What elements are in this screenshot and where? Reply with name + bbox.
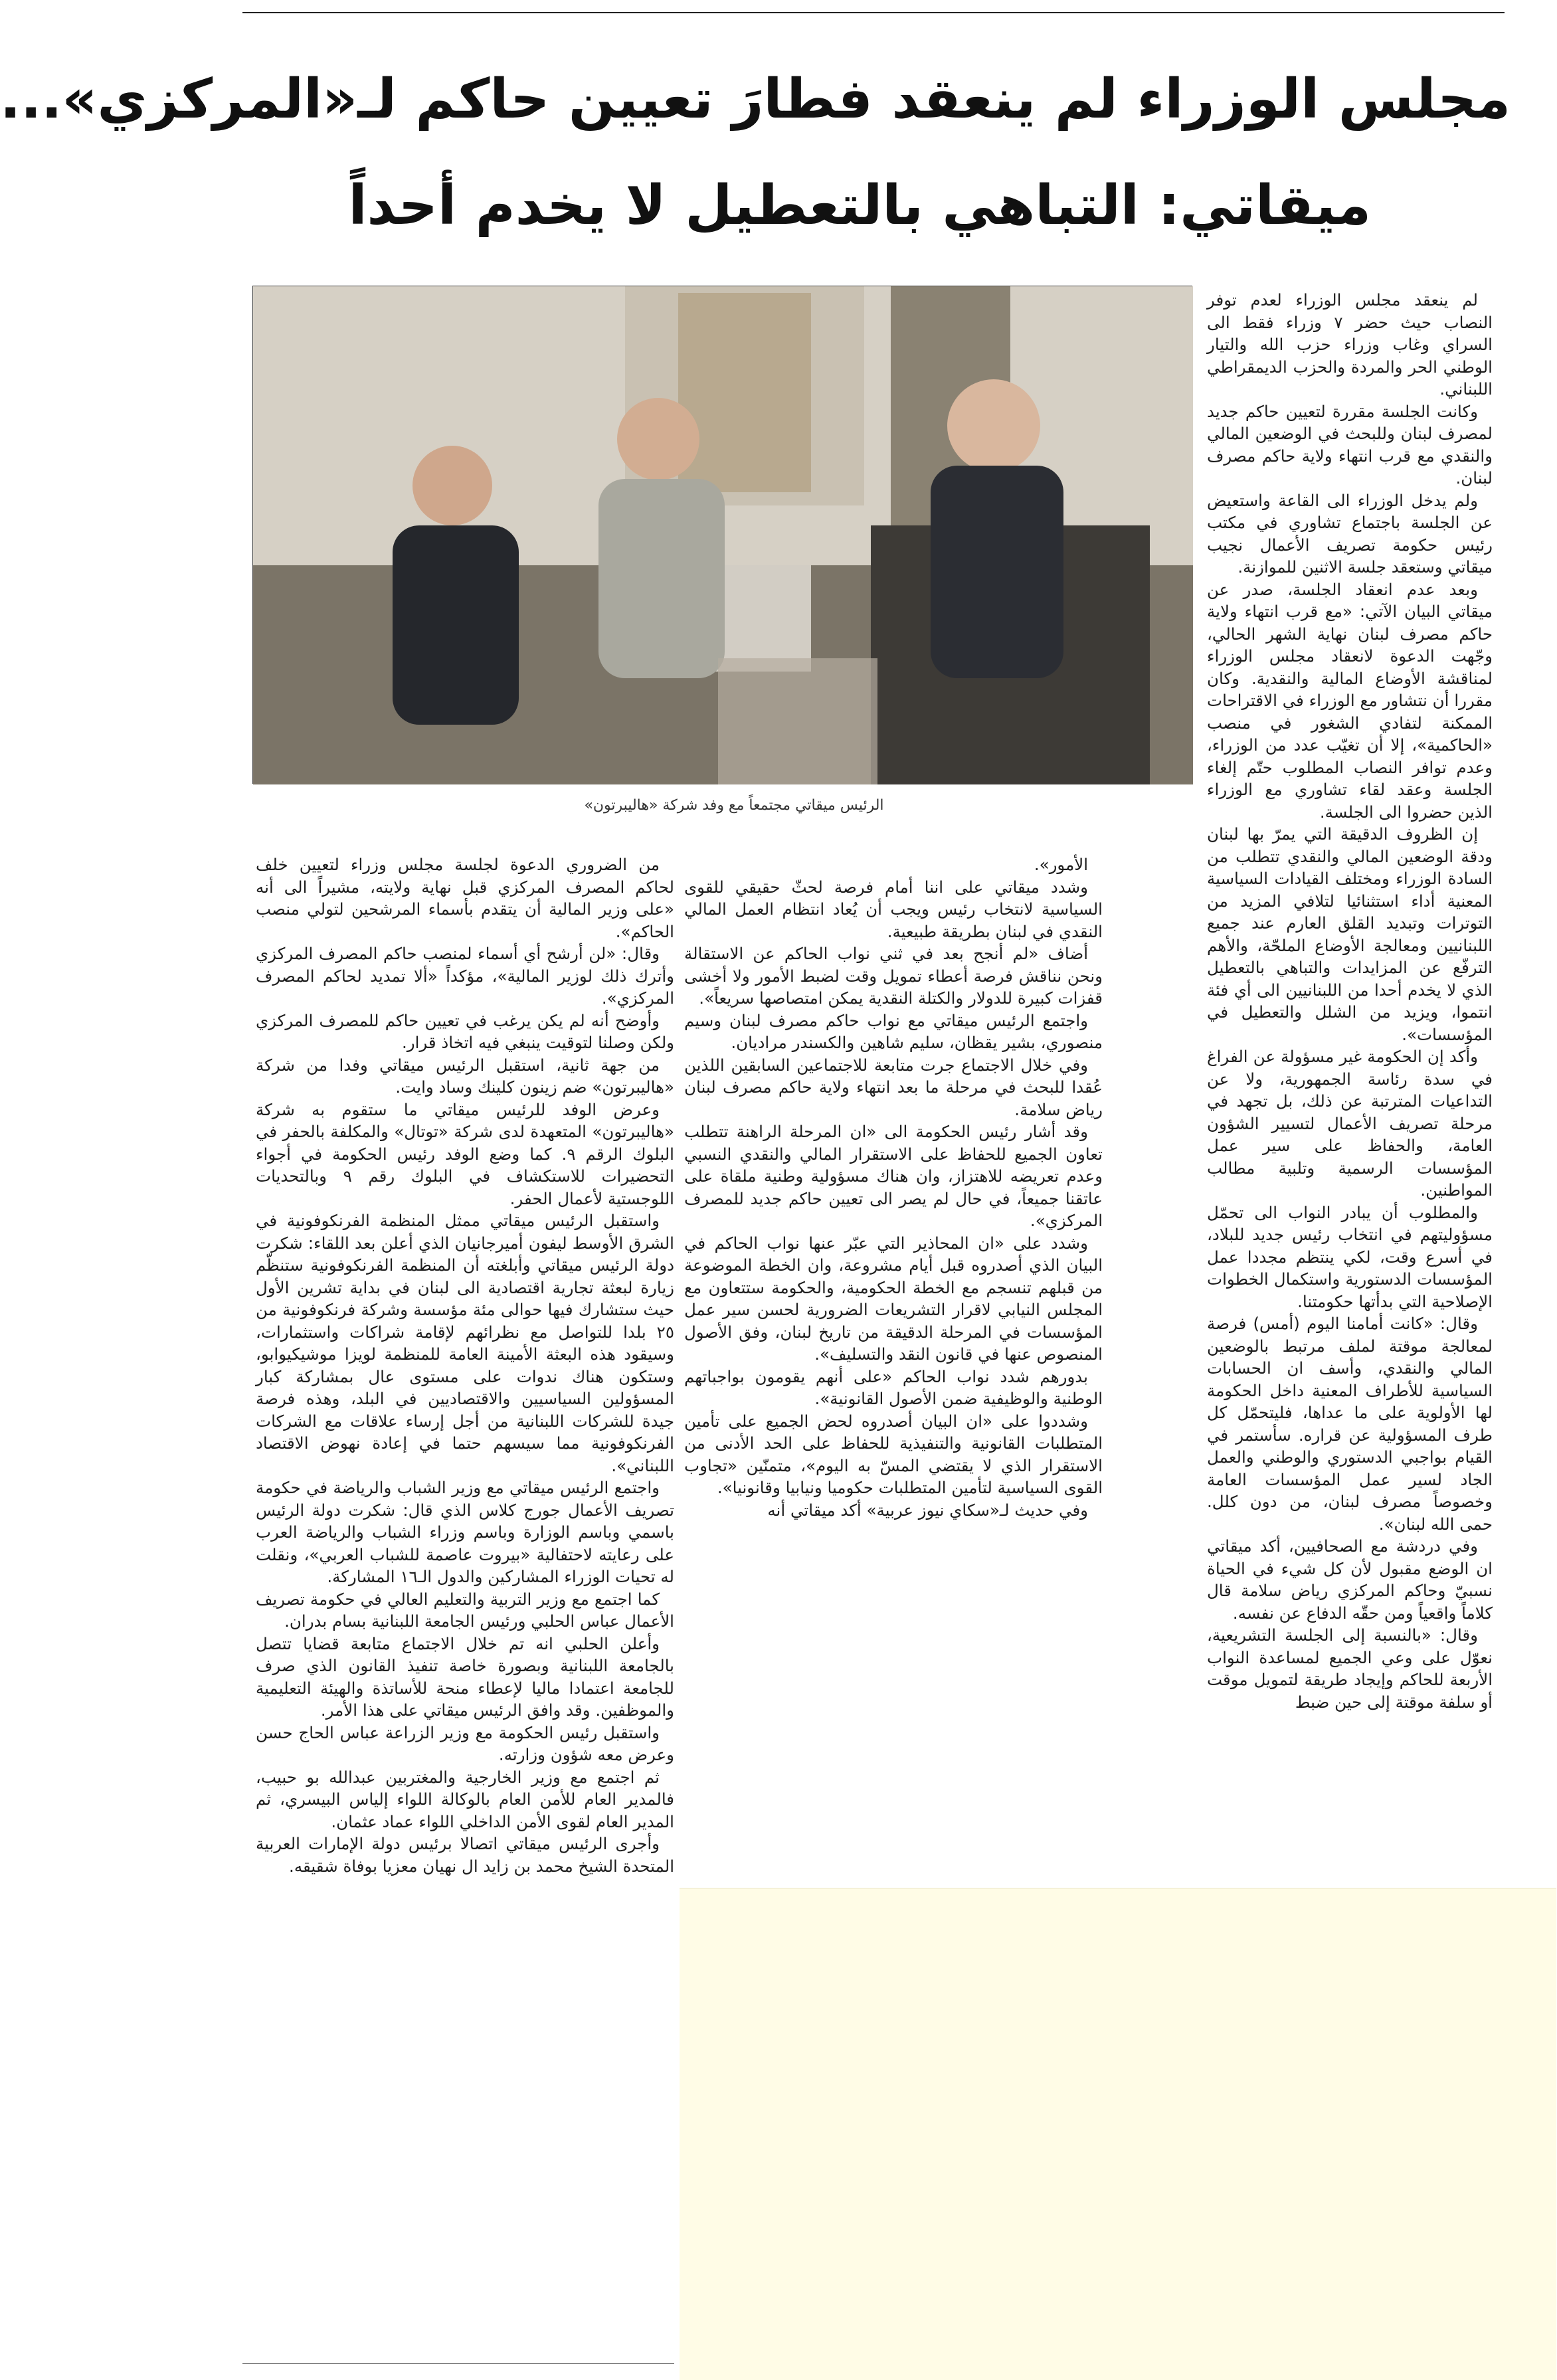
photo-illustration — [253, 286, 1193, 784]
paragraph: وأوضح أنه لم يكن يرغب في تعيين حاكم للمصرف المركزي ولكن وصلنا لتوقيت ينبغي فيه اتخاذ قرار. — [256, 1010, 674, 1052]
paragraph: أضاف «لم أنجح بعد في ثني نواب الحاكم عن الاستقالة ونحن نناقش فرصة أعطاء تمويل وقت لضبط الأمور ولا أخشى قفزات كبيرة للدولار والكتلة النقدية يمكن امتصاصها سريعاً». — [684, 944, 1103, 1008]
paragraph: وأكد إن الحكومة غير مسؤولة عن الفراغ في سدة رئاسة الجمهورية، ولا عن التداعيات المترتبة عن ذلك، بل تجهد في مرحلة تصريف الأعمال لتسيير الشؤون العامة، والحفاظ على سير عمل المؤسسات الرسمية وتلبية مطالب المواطنين. — [1207, 1047, 1493, 1200]
paragraph: وقال: «كانت أمامنا اليوم (أمس) فرصة لمعالجة موقتة لملف مرتبط بالوضعين المالي والنقدي، وأسف ان الحسابات السياسية للأطراف المعنية داخل الحكومة لها الأولوية على ما عداها، فليتحمّل كل طرف المسؤولية عن قراره. سأستمر في القيام بواجبي الدستوري والوطني والعمل الجاد لسير عمل المؤسسات العامة وخصوصاً مصرف لبنان، من دون كلل. حمى الله لبنان». — [1207, 1314, 1493, 1534]
paragraph: لم ينعقد مجلس الوزراء لعدم توفر النصاب حيث حضر ٧ وزراء فقط الى السراي وغاب وزراء حزب الله والتيار الوطني الحر والمردة والحزب الديمقراطي اللبناني. — [1207, 290, 1493, 399]
paragraph: وقال: «لن أرشح أي أسماء لمنصب حاكم المصرف المركزي وأترك ذلك لوزير المالية»، مؤكداً «ألا تمديد لحاكم المصرف المركزي». — [256, 944, 674, 1008]
paragraph: واستقبل الرئيس ميقاتي ممثل المنظمة الفرنكوفونية في الشرق الأوسط ليفون أميرجانيان الذي أعلن بعد اللقاء: شكرت دولة الرئيس ميقاتي وأبلغته أن المنظمة الفرنكوفونية ستنظّم زيارة لبعثة تجارية اقتصادية الى لبنان في بداية تشرين الأول حيث ستشارك فيها حوالى مئة مؤسسة وشركة فرنكوفونية من ٢٥ بلدا للتواصل مع نظرائهم لإقامة شراكات واستثمارات، وسيقود هذه البعثة الأمينة العامة للمنظمة لويزا موشيكيوابو، وستكون هناك ندوات على مستوى عال بمشاركة كبار المسؤولين السياسيين والاقتصاديين في البلد، وهذه فرصة جيدة للشركات اللبنانية من أجل إرساء علاقات مع الشركات الفرنكوفونية مما سيسهم حتما في إعادة نهوض الاقتصاد اللبناني». — [256, 1211, 674, 1475]
paragraph: إن الظروف الدقيقة التي يمرّ بها لبنان ودقة الوضعين المالي والنقدي تتطلب من السادة الوزراء ومختلف القيادات السياسية المعنية أداء استثنائيا لتلافي المزيد من التوترات وتبديد القلق العارم عند جميع اللبنانيين ومعالجة الأوضاع الملحّة، والأهم الترفّع عن المزايدات والتباهي بالتعطيل الذي لا يخدم أحدا من اللبنانيين الى أي فئة انتموا، ويزيد من الشلل والتعطيل في المؤسسات». — [1207, 824, 1493, 1044]
paragraph: وقد أشار رئيس الحكومة الى «ان المرحلة الراهنة تتطلب تعاون الجميع للحفاظ على الاستقرار المالي والنقدي النسبي وعدم تعريضه للاهتزاز، وان هناك مسؤولية وطنية ملقاة على عاتقنا جميعاً، في حال لم يصر الى تعيين حاكم جديد للمصرف المركزي». — [684, 1122, 1103, 1230]
headline-line-2: ميقاتي: التباهي بالتعطيل لا يخدم أحداً — [348, 174, 1371, 237]
paragraph: واجتمع الرئيس ميقاتي مع وزير الشباب والرياضة في حكومة تصريف الأعمال جورج كلاس الذي قال: شكرت دولة الرئيس باسمي وباسم الوزارة وباسم وزراء الشباب والرياضة العرب على رعايته لاحتفالية «بيروت عاصمة للشباب العربي»، ونقلت له تحيات الوزراء المشاركين والدول الـ١٦ المشاركة. — [256, 1478, 674, 1586]
paragraph: واستقبل رئيس الحكومة مع وزير الزراعة عباس الحاج حسن وعرض معه شؤون وزارته. — [256, 1722, 674, 1764]
top-rule — [242, 12, 1505, 13]
paragraph: ولم يدخل الوزراء الى القاعة واستعيض عن الجلسة باجتماع تشاوري في مكتب رئيس حكومة تصريف الأعمال نجيب ميقاتي وستعقد جلسة الاثنين للموازنة. — [1207, 490, 1493, 577]
photo-caption: الرئيس ميقاتي مجتمعاً مع وفد شركة «هاليبرتون» — [584, 797, 884, 814]
paragraph: وشدد ميقاتي على اننا أمام فرصة لحثّ حقيقي للقوى السياسية لانتخاب رئيس ويجب أن يُعاد انتظام العمل المالي النقدي في لبنان بطريقة طبيعية. — [684, 877, 1103, 941]
paragraph: وفي دردشة مع الصحافيين، أكد ميقاتي ان الوضع مقبول لأن كل شيء في الحياة نسبيّ وحاكم المركزي رياض سلامة قال كلاماً واقعياً ومن حقّه الدفاع عن نفسه. — [1207, 1536, 1493, 1623]
article-column-left — [256, 854, 674, 2361]
paragraph: والمطلوب أن يبادر النواب الى تحمّل مسؤوليتهم في انتخاب رئيس جديد للبلاد، في أسرع وقت، لكي ينتظم مجددا عمل المؤسسات الدستورية واستكمال الخطوات الإصلاحية التي بدأتها حكومتنا. — [1207, 1202, 1493, 1311]
paragraph: بدورهم شدد نواب الحاكم «على أنهم يقومون بواجباتهم الوطنية والوظيفية ضمن الأصول القانونية». — [684, 1366, 1103, 1408]
paragraph: وعرض الوفد للرئيس ميقاتي ما ستقوم به شركة «هاليبرتون» المتعهدة لدى شركة «توتال» والمكلفة بالحفر في البلوك الرقم ٩. كما وضع الوفد رئيس الحكومة في أجواء التحضيرات للاستكشاف في البلوك رقم ٩ وبالتحديات اللوجستية لأعمال الحفر. — [256, 1099, 674, 1208]
ad-space — [680, 1888, 1556, 2380]
paragraph: الأمور». — [1034, 855, 1088, 874]
article-photo — [252, 286, 1192, 784]
paragraph: وبعد عدم انعقاد الجلسة، صدر عن ميقاتي البيان الآتي: «مع قرب انتهاء ولاية حاكم مصرف لبنان نهاية الشهر الحالي، وجّهت الدعوة لانعقاد مجلس الوزراء لمناقشة الأوضاع المالية والنقدية. وكان مقررا أن نتشاور مع الوزراء في الاقتراحات الممكنة لتفادي الشغور في منصب «الحاكمية»، إلا أن تغيّب عدد من الوزراء، وعدم توافر النصاب المطلوب حتّم إلغاء الجلسة وعقد لقاء تشاوري مع الوزراء الذين حضروا الى الجلسة. — [1207, 579, 1493, 822]
paragraph: وشددوا على «ان البيان أصدروه لحض الجميع على تأمين المتطلبات القانونية والتنفيذية للحفاظ على الحد الأدنى من الاستقرار الذي لا يقتضي المسّ به اليوم»، متمنّين «تجاوب القوى السياسية لتأمين المتطلبات حكوميا ونيابيا وقانونيا». — [684, 1411, 1103, 1497]
paragraph: وفي حديث لـ«سكاي نيوز عربية» أكد ميقاتي أنه — [767, 1500, 1088, 1520]
paragraph: من الضروري الدعوة لجلسة مجلس وزراء لتعيين خلف لحاكم المصرف المركزي قبل نهاية ولايته، مشيراً الى أنه «على وزير المالية أن يتقدم بأسماء المرشحين لتولي منصب الحاكم». — [256, 855, 674, 941]
paragraph: وشدد على «ان المحاذير التي عبّر عنها نواب الحاكم في البيان الذي أصدروه قبل أيام مشروعة، وان الخطة الموضوعة من قبلهم تنسجم مع الخطة الحكومية، والحكومة ستتعاون مع المجلس النيابي لاقرار التشريعات الضرورية لحسن سير عمل المؤسسات في المرحلة الدقيقة من تاريخ لبنان، وفق الأصول المنصوص عنها في قانون النقد والتسليف». — [684, 1233, 1103, 1364]
paragraph: وأجرى الرئيس ميقاتي اتصالا برئيس دولة الإمارات العربية المتحدة الشيخ محمد بن زايد ال نهيان معزيا بوفاة شقيقه. — [256, 1834, 674, 1876]
paragraph: وقال: «بالنسبة إلى الجلسة التشريعية، نعوّل على وعي الجميع لمساعدة النواب الأربعة للحاكم وإيجاد طريقة لتمويل موقت أو سلفة موقتة إلى حين ضبط — [1207, 1625, 1493, 1712]
paragraph: وفي خلال الاجتماع جرت متابعة للاجتماعين السابقين اللذين عُقدا للبحث في مرحلة ما بعد انتهاء ولاية حاكم مصرف لبنان رياض سلامة. — [684, 1055, 1103, 1119]
paragraph: وأعلن الحلبي انه تم خلال الاجتماع متابعة قضايا تتصل بالجامعة اللبنانية وبصورة خاصة تنفيذ القانون الذي صرف للجامعة اعتمادا ماليا لإعطاء منحة للأساتذة والهيئة التعليمية والموظفين. وقد وافق الرئيس ميقاتي على هذا الأمر. — [256, 1633, 674, 1720]
article-column-middle — [684, 854, 1103, 1903]
paragraph: كما اجتمع مع وزير التربية والتعليم العالي في حكومة تصريف الأعمال عباس الحلبي ورئيس الجامعة اللبنانية بسام بدران. — [256, 1589, 674, 1631]
paragraph: واجتمع الرئيس ميقاتي مع نواب حاكم مصرف لبنان وسيم منصوري، بشير يقظان، سليم شاهين والكسندر مراديان. — [684, 1010, 1103, 1052]
article-column-right — [1207, 289, 1493, 2056]
paragraph: ثم اجتمع مع وزير الخارجية والمغتربين عبدالله بو حبيب، فالمدير العام للأمن العام بالوكالة اللواء إلياس البيسري، ثم المدير العام لقوى الأمن الداخلي اللواء عماد عثمان. — [256, 1767, 674, 1831]
headline-line-1: مجلس الوزراء لم ينعقد فطارَ تعيين حاكم لـ«المركزي»... — [0, 68, 1511, 131]
bottom-rule — [242, 2363, 674, 2364]
paragraph: وكانت الجلسة مقررة لتعيين حاكم جديد لمصرف لبنان وللبحث في الوضعين المالي والنقدي مع قرب انتهاء ولاية حاكم مصرف لبنان. — [1207, 401, 1493, 488]
paragraph: من جهة ثانية، استقبل الرئيس ميقاتي وفدا من شركة «هاليبرتون» ضم زينون كلينك وساد وايت. — [256, 1055, 674, 1097]
